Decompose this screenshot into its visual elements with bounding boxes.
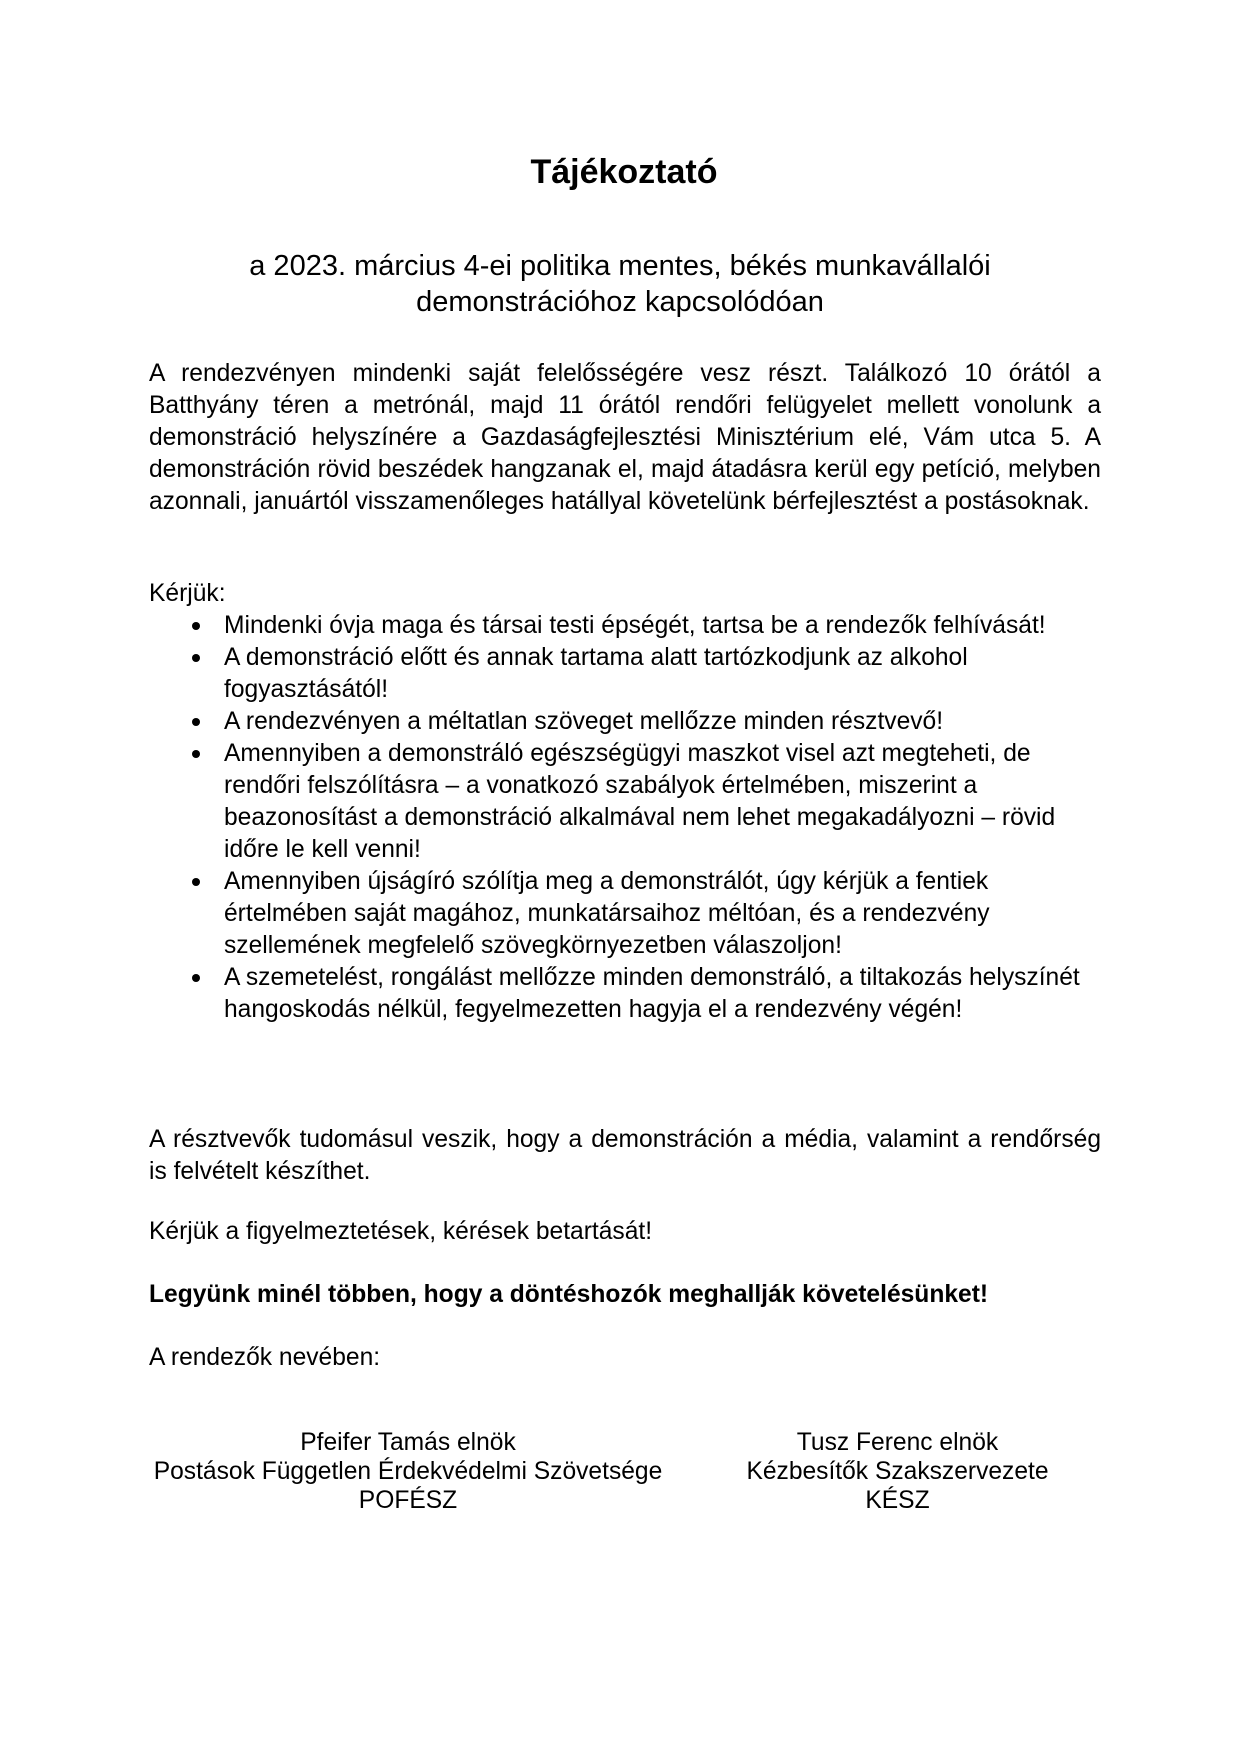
- list-item: [149, 706, 1101, 738]
- list-item-text: Amennyiben újságíró szólítja meg a demonstrálót, úgy kérjük a fentiek értelmében saját magához, munkatársaihoz méltóan, és a rendezvény szellemének megfelelő szövegkörnyezetben válaszoljon!: [224, 868, 990, 959]
- compliance-paragraph: Kérjük a figyelmeztetések, kérések betartását!: [149, 1218, 653, 1245]
- signature-block-kesz: [700, 1428, 1095, 1515]
- bullet-icon: [192, 718, 200, 726]
- closing-line: A rendezők nevében:: [149, 1344, 381, 1371]
- subtitle-line: demonstrációhoz kapcsolódóan: [416, 286, 824, 318]
- bullet-icon: [192, 622, 200, 630]
- signatory-abbreviation: POFÉSZ: [358, 1487, 458, 1514]
- signatory-name: Tusz Ferenc elnök: [796, 1429, 999, 1456]
- list-item-text: A szemetelést, rongálást mellőzze minden demonstráló, a tiltakozás helyszínét hangoskodás nélkül, fegyelmezetten hagyja el a rendezvény végén!: [224, 964, 1080, 1023]
- intro-paragraph: A rendezvényen mindenki saját felelősségére vesz részt. Találkozó 10 órától a Batthyány téren a metrónál, majd 11 órától rendőri felügyelet mellett vonolunk a demonstráció helyszínére a Gazdaságfejlesztési Minisztérium elé, Vám utca 5. A demonstráción rövid beszédek hangzanak el, majd átadásra kerül egy petíció, melyben azonnali, januártól visszamenőleges hatállyal követelünk bérfejlesztést a postásoknak.: [149, 360, 1101, 515]
- requests-list: [149, 610, 1101, 1026]
- bullet-icon: [192, 974, 200, 982]
- signatory-organization: Kézbesítők Szakszervezete: [746, 1458, 1049, 1485]
- list-item: [149, 962, 1101, 1026]
- list-item: [149, 610, 1101, 642]
- media-paragraph: A résztvevők tudomásul veszik, hogy a demonstráción a média, valamint a rendőrség is felvételt készíthet.: [149, 1126, 1101, 1185]
- document-title: Tájékoztató: [530, 153, 718, 191]
- bullet-icon: [192, 878, 200, 886]
- list-item-text: Mindenki óvja maga és társai testi épségét, tartsa be a rendezők felhívását!: [224, 612, 1046, 639]
- bullet-icon: [192, 654, 200, 662]
- signatory-name: Pfeifer Tamás elnök: [300, 1429, 516, 1456]
- requests-heading: Kérjük:: [149, 580, 226, 607]
- signature-block-pofesz: [108, 1428, 708, 1515]
- list-item: [149, 738, 1101, 866]
- call-to-action: Legyünk minél többen, hogy a döntéshozók meghallják követelésünket!: [149, 1281, 989, 1308]
- list-item-text: A demonstráció előtt és annak tartama alatt tartózkodjunk az alkohol fogyasztásától!: [224, 644, 968, 703]
- signatory-organization: Postások Független Érdekvédelmi Szövetsége: [153, 1458, 663, 1485]
- bullet-icon: [192, 750, 200, 758]
- list-item-text: A rendezvényen a méltatlan szöveget mellőzze minden résztvevő!: [224, 708, 944, 735]
- signatory-abbreviation: KÉSZ: [865, 1487, 930, 1514]
- list-item: [149, 866, 1101, 962]
- document-subtitle: [160, 248, 1080, 320]
- list-item: [149, 642, 1101, 706]
- subtitle-line: a 2023. március 4-ei politika mentes, békés munkavállalói: [249, 250, 991, 282]
- list-item-text: Amennyiben a demonstráló egészségügyi maszkot visel azt megteheti, de rendőri felszólításra – a vonatkozó szabályok értelmében, miszerint a beazonosítást a demonstráció alkalmával nem lehet megakadályozni – rövid időre le kell venni!: [224, 740, 1056, 863]
